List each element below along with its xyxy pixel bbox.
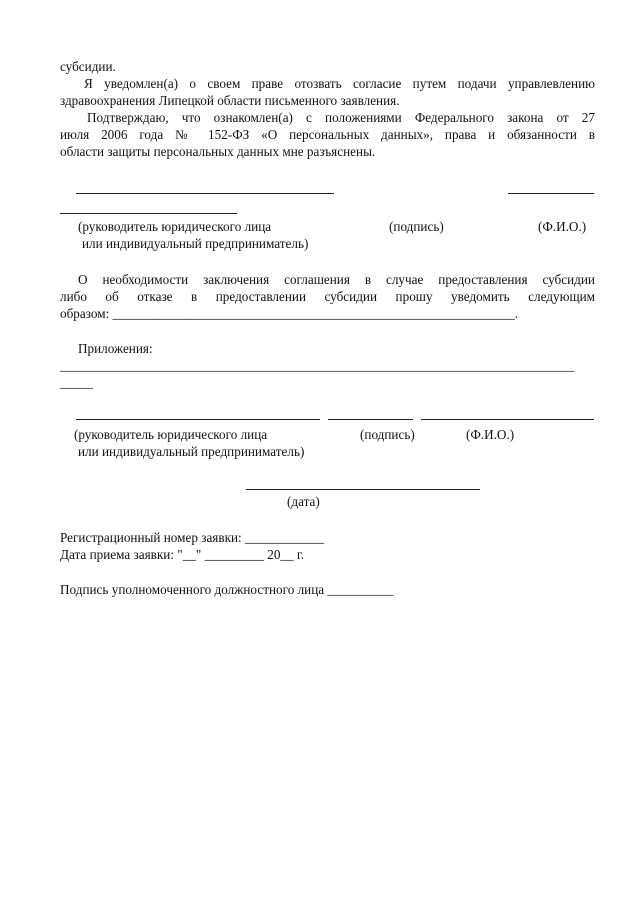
signature-1-sign-blank — [60, 213, 237, 214]
consent-line-2: Я уведомлен(а) о своем праве отозвать согласие путем подачи управлевлению — [84, 76, 595, 91]
attachments-line-1: ______________________________________________________________________________ — [60, 358, 575, 373]
signature-2-role-blank — [76, 419, 320, 420]
attachments-label: Приложения: — [78, 341, 153, 356]
attachments-line-2: _____ — [60, 375, 93, 390]
consent-line-1: субсидии. — [60, 59, 116, 74]
signature-1-name-label: (Ф.И.О.) — [538, 219, 587, 234]
consent-line-6: области защиты персональных данных мне разъяснены. — [60, 144, 376, 159]
signature-2-role-label-2: или индивидуальный предприниматель) — [78, 444, 305, 459]
consent-line-3: здравоохранения Липецкой области письменного заявления. — [60, 93, 400, 108]
signature-1-role-label: (руководитель юридического лица — [78, 219, 272, 234]
signature-2-name-label: (Ф.И.О.) — [466, 427, 515, 442]
official-signature-line: Подпись уполномоченного должностного лица __________ — [60, 582, 394, 597]
signature-2-signature-label: (подпись) — [360, 427, 415, 442]
date-blank — [246, 489, 480, 490]
signature-2-sign-blank — [328, 419, 413, 420]
registration-number: Регистрационный номер заявки: ____________ — [60, 530, 325, 545]
notification-line-2: либо об отказе в предоставлении субсидии прошу уведомить следующим — [60, 289, 595, 304]
signature-1-name-blank — [508, 193, 594, 194]
signature-1-role-label-2: или индивидуальный предприниматель) — [82, 236, 309, 251]
date-label: (дата) — [287, 494, 320, 509]
registration-date: Дата приема заявки: "__" _________ 20__ г. — [60, 547, 305, 562]
notification-line-3: образом: _____________________________________________________________. — [60, 306, 519, 321]
notification-line-1: О необходимости заключения соглашения в случае предоставления субсидии — [78, 272, 595, 287]
consent-line-4: Подтверждаю, что ознакомлен(а) с положениями Федерального закона от 27 — [87, 110, 595, 125]
signature-2-name-blank — [421, 419, 594, 420]
signature-2-role-label: (руководитель юридического лица — [74, 427, 268, 442]
signature-1-signature-label: (подпись) — [389, 219, 444, 234]
consent-line-5: июля 2006 года № 152-ФЗ «О персональных данных», права и обязанности в — [60, 127, 595, 142]
signature-1-role-blank — [76, 193, 334, 194]
